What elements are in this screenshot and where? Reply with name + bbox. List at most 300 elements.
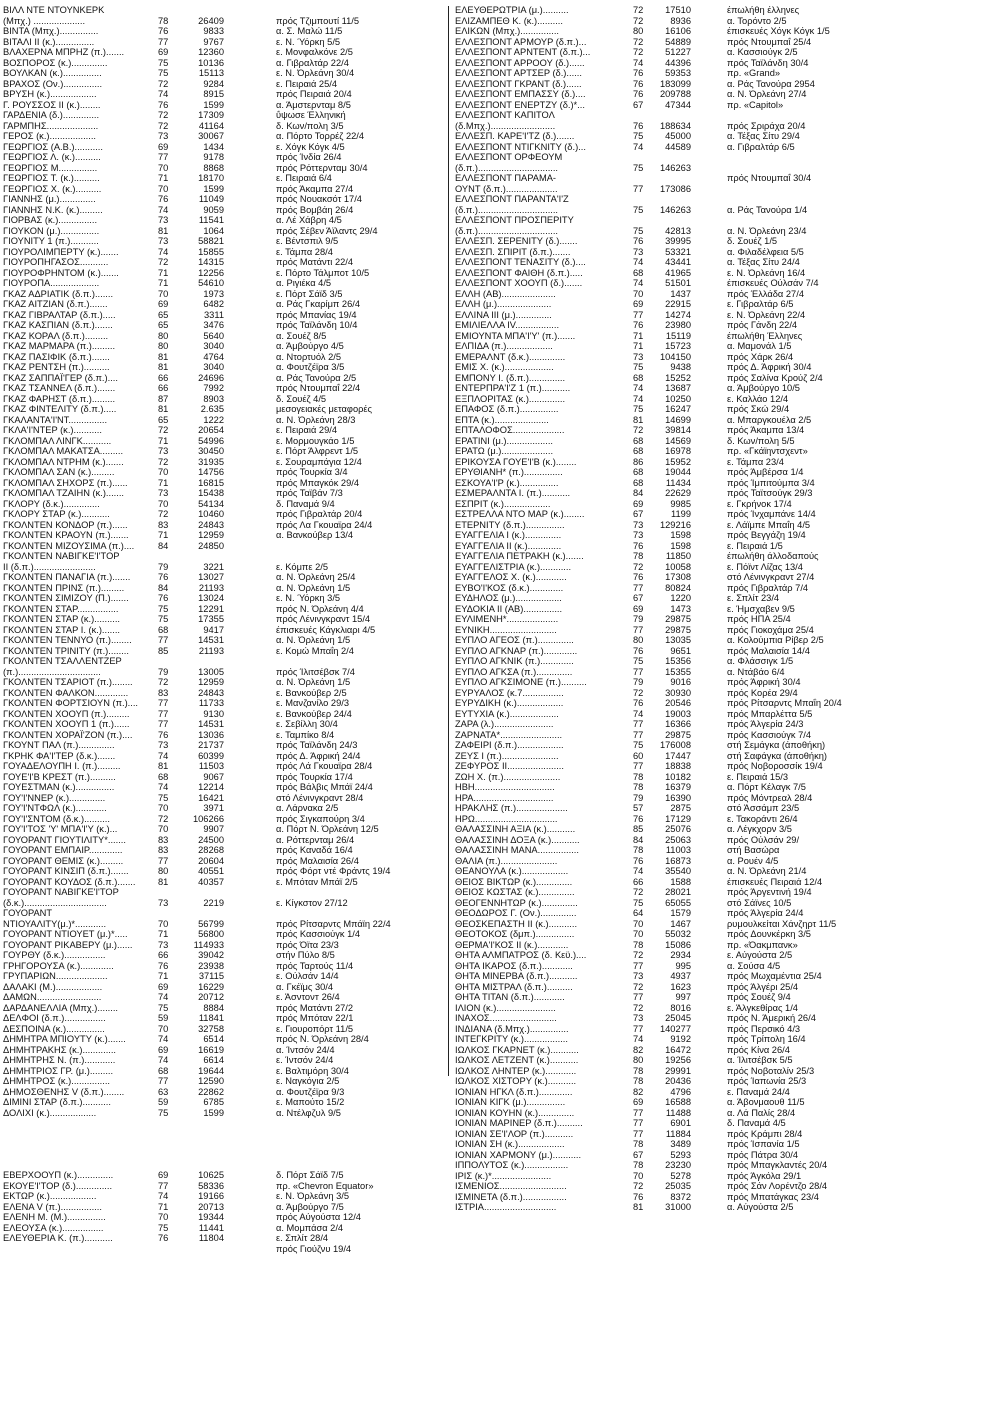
build-year: 70 <box>158 918 169 929</box>
tonnage: 9130 <box>203 708 224 719</box>
position-note: πρός Γάνδη 22/4 <box>727 320 798 330</box>
position-note: ε. Σεβίλλη 30/4 <box>276 719 338 729</box>
ship-row <box>3 814 488 825</box>
tonnage: 40357 <box>198 876 224 887</box>
ship-row <box>455 625 995 636</box>
tonnage: 20713 <box>198 1201 224 1212</box>
tonnage: 15952 <box>665 456 691 467</box>
build-year: 77 <box>633 761 644 771</box>
ship-name: ΕΛΛΗ (ΑΒ)..................... <box>455 288 556 299</box>
position-note: πρός Άλγερία 24/3 <box>727 719 804 729</box>
ship-row <box>455 1171 995 1182</box>
ship-name: ΕΛΛΕΣΠΟΝΤ ΑΡΝΤΕΝΤ (δ.π.)... <box>455 47 591 57</box>
tonnage: 14315 <box>198 257 224 267</box>
ship-name: ΔΕΣΠΟΙΝΑ (κ.)............... <box>3 1023 105 1034</box>
ship-name: ΔΗΜΟΣΘΕΝΗΣ V (δ.π.)........ <box>3 1086 125 1097</box>
build-year: 79 <box>633 614 644 624</box>
tonnage: 9907 <box>203 824 224 834</box>
position-note: πρός Λα Γκουαϊρα 24/4 <box>276 519 373 530</box>
ship-row <box>455 467 995 478</box>
ship-name: ΓΚΛΟΜΠΑΛ ΣΑΝ (κ.)......... <box>3 467 115 477</box>
ship-name: ΓΙΟΥΡΟΠΗΓΑΣΟΣ........... <box>3 257 109 267</box>
ship-row <box>455 761 995 772</box>
position-note: πρός Ντουμπαΐ 25/4 <box>727 36 812 47</box>
tonnage: 58821 <box>198 236 224 246</box>
build-year: 77 <box>633 582 644 593</box>
ship-name: ΓΕΩΡΓΙΟΣ Λ. (κ.).......... <box>3 152 101 162</box>
tonnage: 9059 <box>203 204 224 215</box>
position-note: ε. Σπλίτ 23/4 <box>727 593 780 603</box>
build-year: 76 <box>158 99 169 110</box>
position-note: πρός Άλγέρι 25/4 <box>727 981 799 992</box>
position-note: α. Τέξας Σίτυ 29/4 <box>727 131 800 141</box>
position-note: πρός Σαλίνα Κρούζ 2/4 <box>727 372 823 383</box>
build-year: 72 <box>633 1181 644 1191</box>
tonnage: 19344 <box>198 1212 224 1222</box>
build-year: 72 <box>633 950 644 960</box>
position-note: στό Άσσάμπ 23/5 <box>727 803 800 813</box>
ship-name: ΔΗΜΗΤΡΟΣ (κ.)............... <box>3 1076 110 1086</box>
ship-row <box>3 856 488 867</box>
ship-name: ΕΥΑΓΓΕΛΙΑ ΠΕΤΡΑΚΗ (κ.)....... <box>455 551 584 561</box>
position-note: πρός Δ. Άφρική 30/4 <box>727 362 812 372</box>
tonnage: 16106 <box>665 26 691 36</box>
ship-row <box>3 1024 488 1035</box>
ship-name: ΓΙΑΝΝΗΣ (μ.).............. <box>3 194 96 204</box>
build-year: 79 <box>158 561 169 572</box>
ship-name: ΓΚΛΟΜΠΑΛ ΝΤΡΗΜ (κ.)....... <box>3 456 124 467</box>
build-year: 68 <box>158 624 169 635</box>
tonnage: 21193 <box>198 582 224 593</box>
position-note: πρός Μωχαμέντια 25/4 <box>727 971 822 981</box>
build-year: 69 <box>158 141 169 152</box>
ship-row <box>455 992 995 1003</box>
tonnage: 29875 <box>665 729 691 740</box>
ship-row <box>3 824 488 835</box>
position-note: α. Μαμονάλ 1/5 <box>727 341 792 351</box>
ship-row <box>3 1076 488 1087</box>
ship-row <box>3 299 488 310</box>
build-year: 72 <box>633 36 644 47</box>
ship-row <box>3 782 488 793</box>
ship-row <box>3 184 488 195</box>
tonnage: 29991 <box>665 1065 691 1076</box>
ship-row <box>455 194 995 205</box>
build-year: 74 <box>158 1034 169 1044</box>
ship-name: ΕΡΑΤΙΝΙ (μ.).................. <box>455 435 553 446</box>
ship-row <box>455 572 995 583</box>
ship-row <box>3 236 488 247</box>
ship-name: ΓΚΟΛΝΤΕΝ ΣΤΑΡ Ι. (κ.)....... <box>3 624 121 635</box>
build-year: 72 <box>633 425 644 435</box>
ship-row <box>3 1097 488 1108</box>
build-year: 76 <box>158 572 169 582</box>
build-year: 78 <box>158 15 169 26</box>
position-note: α. Ν. Όρλεάνη 1/5 <box>276 635 351 645</box>
ship-name: ΓΟΥ'Ι'ΝΤΦΩΛ (κ.)............ <box>3 803 107 813</box>
ship-row <box>3 1034 488 1045</box>
position-note: ε. Πόρτο Τάλμποτ 10/5 <box>276 267 370 278</box>
tonnage: 20546 <box>665 698 691 708</box>
build-year: 77 <box>633 1107 644 1118</box>
build-year: 67 <box>633 509 644 519</box>
ship-name: ΓΚΑΖ ΣΑΠΠΑΪ'ΓΕΡ (δ.π.).... <box>3 372 118 383</box>
ship-name: ΖΑΡΑ (λ.)....................... <box>455 719 554 729</box>
position-note: πρός Πάτρα 30/4 <box>727 1149 799 1160</box>
build-year: 71 <box>158 530 169 540</box>
position-note: πρός Μαλαισία 14/4 <box>727 645 810 656</box>
position-note: α. Τέξας Σίτυ 24/4 <box>727 257 800 267</box>
position-note: πρός Νουακσότ 17/4 <box>276 194 362 204</box>
position-note: πρός Ταϊλάνδη 30/4 <box>727 57 809 68</box>
tonnage: 26409 <box>198 15 224 26</box>
tonnage: 28021 <box>665 887 691 897</box>
position-note: πρός Ούλσάν 29/ <box>727 834 800 845</box>
build-year: 76 <box>633 89 644 99</box>
position-note: πρός Άκαμπα 27/4 <box>276 183 354 194</box>
tonnage: 11049 <box>198 194 224 204</box>
build-year: 77 <box>158 36 169 47</box>
build-year: 81 <box>158 404 169 414</box>
tonnage: 22629 <box>665 488 691 498</box>
build-year: 72 <box>158 257 169 267</box>
ship-row <box>3 331 488 342</box>
position-note: α. Λά Παλίς 28/4 <box>727 1107 796 1118</box>
ship-row <box>455 79 995 90</box>
tonnage: 11841 <box>198 1013 224 1023</box>
build-year: 63 <box>158 1086 169 1097</box>
ship-row <box>455 320 995 331</box>
ship-name: ΕΛΕΝΑ V (π.)................ <box>3 1201 102 1212</box>
ship-name: ΕΛΕΥΘΕΡΙΑ Κ. (π.)........... <box>3 1233 113 1243</box>
ship-name: ΙΙ (δ.π.)........................ <box>3 561 96 572</box>
ship-name: ΓΚΛΟΡΥ ΣΤΑΡ (κ.)........... <box>3 509 110 519</box>
ship-row <box>3 142 488 153</box>
tonnage: 146263 <box>659 204 691 215</box>
ship-row <box>3 614 488 625</box>
tonnage: 12590 <box>198 1076 224 1086</box>
ship-name: ΙΛΙΟΝ (κ.)....................... <box>455 1002 556 1013</box>
tonnage: 13035 <box>665 635 691 645</box>
ship-name: ΓΚΟΛΝΤΕΝ ΠΑΝΑΓΙΑ (π.)....... <box>3 572 131 582</box>
position-note: πρός Τζιμπουτί 11/5 <box>276 15 360 26</box>
build-year: 69 <box>633 1097 644 1107</box>
tonnage: 55032 <box>665 929 691 939</box>
tonnage: 23938 <box>198 960 224 971</box>
ship-row <box>455 562 995 573</box>
position-note: πρός Καναδά 16/4 <box>276 845 353 855</box>
ship-name: ΓΚΛΟΜΠΑΛ ΤΖΑΙΗΝ (κ.)....... <box>3 488 124 498</box>
build-year: 75 <box>633 740 644 750</box>
tonnage: 9417 <box>203 624 224 635</box>
ship-name: ΓΟΥ'Ι'ΝΝΕΡ (κ.).............. <box>3 792 106 803</box>
build-year: 77 <box>633 309 644 320</box>
ship-row <box>3 1045 488 1056</box>
ship-name: ΓΚΑΖ ΑΔΡΙΑΤΙΚ (δ.π.)....... <box>3 288 114 299</box>
position-note: α. Μπαργκουέλα 2/5 <box>727 414 812 425</box>
ship-row <box>455 709 995 720</box>
tonnage: 15252 <box>665 372 691 383</box>
tonnage: 19044 <box>665 467 691 477</box>
tonnage: 9767 <box>203 36 224 47</box>
ship-row <box>3 89 488 100</box>
position-note: πρός Μπατάγκας 23/4 <box>727 1191 819 1202</box>
position-note: ε. Βέντσπιλ 9/5 <box>276 236 339 246</box>
position-note: α. Μομπάσα 2/4 <box>276 1222 344 1233</box>
ship-name: ΕΛΛΕΣΠΟΝΤ ΝΤΙΓΚΝΙΤΥ (δ.)... <box>455 141 586 152</box>
tonnage: 16379 <box>665 782 691 792</box>
ship-name: ΕΡΑΤΩ (μ.).................... <box>455 446 554 456</box>
tonnage: 129216 <box>659 519 691 530</box>
ship-row <box>455 89 995 100</box>
build-year: 75 <box>633 362 644 372</box>
tonnage: 25035 <box>665 1181 691 1191</box>
ship-name: ΙΩΛΚΟΣ ΛΗΝΤΕΡ (κ.)............ <box>455 1065 577 1076</box>
position-note: α. Ν. Όρλεάνη 21/4 <box>727 866 807 876</box>
position-note: δ. Πόρτ Σάϊδ 7/5 <box>276 1170 344 1180</box>
ship-row <box>3 961 488 972</box>
build-year: 77 <box>633 624 644 635</box>
tonnage: 5640 <box>203 330 224 341</box>
position-note: α. Ν. Όρλεάνη 28/3 <box>276 414 356 425</box>
ship-name: ΓΚΟΛΝΤΕΝ ΦΑΛΚΟΝ............. <box>3 687 129 698</box>
ship-name: ΓΟΥΟΡΑΝΤ <box>3 908 53 918</box>
ship-name: ΕΣΜΕΡΑΛΝΤΑ Ι. (π.)........... <box>455 488 571 498</box>
position-note: έπισκευές Πειραιά 12/4 <box>727 876 823 887</box>
tonnage: 16229 <box>198 981 224 992</box>
build-year: 75 <box>158 1107 169 1118</box>
ship-name: ΔΑΜΩΝ......................... <box>3 992 102 1002</box>
build-year: 71 <box>158 1201 169 1212</box>
position-note: ε. Κομώ Μπαΐη 2/4 <box>276 645 354 656</box>
position-note: α. Ράς Τανούρα 1/4 <box>727 204 808 215</box>
ship-name: ΓΙΑΝΝΗΣ Ν.Κ. (κ.)......... <box>3 204 103 215</box>
ship-row <box>455 131 995 142</box>
ship-row <box>455 16 995 27</box>
position-note: πρός Χάρκ 26/4 <box>727 351 794 362</box>
ship-row <box>455 268 995 279</box>
ship-row <box>455 940 995 951</box>
position-note: ε. Ν. Όρλεάνη 3/5 <box>276 1191 349 1201</box>
build-year: 75 <box>158 603 169 614</box>
build-year: 72 <box>633 15 644 26</box>
ship-name: ΖΕΥΣ Ι (π.)...................... <box>455 750 559 761</box>
tonnage: 9438 <box>670 362 691 372</box>
build-year: 79 <box>633 677 644 687</box>
build-year: 77 <box>633 729 644 740</box>
ship-name: ΕΥΡΥΑΛΟΣ (κ.7................ <box>455 687 564 698</box>
tonnage: 21193 <box>198 645 224 656</box>
build-year: 78 <box>633 782 644 792</box>
ship-row <box>455 163 995 174</box>
build-year: 84 <box>158 540 169 551</box>
ship-name: ΒΙΤΑΛΙ ΙΙ (κ.)............... <box>3 36 95 47</box>
build-year: 74 <box>633 278 644 288</box>
ship-name: ΓΚΑΖ ΦΙΝΤΕΛΙΤΥ (δ.π.)..... <box>3 404 117 414</box>
build-year: 80 <box>158 330 169 341</box>
build-year: 73 <box>158 446 169 456</box>
build-year: 71 <box>633 341 644 351</box>
ship-row <box>3 761 488 772</box>
ship-name: ΔΑΡΔΑΝΕΛΛΙΑ (Μπχ.)........ <box>3 1002 118 1013</box>
ship-name: ΓΚΟΛΝΤΕΝ ΧΟΟΥΠ 1 (π.)...... <box>3 719 130 729</box>
build-year: 77 <box>158 635 169 645</box>
position-note: πρός Άλγερία 24/4 <box>727 908 804 918</box>
position-note: α. Λάρνακα 2/5 <box>276 803 339 813</box>
ship-row <box>3 289 488 300</box>
tonnage: 54889 <box>665 36 691 47</box>
ship-row <box>455 667 995 678</box>
ship-name: ΓΚΟΛΝΤΕΝ ΣΤΑΡ................ <box>3 603 119 614</box>
ship-row <box>455 793 995 804</box>
build-year: 59 <box>158 1013 169 1023</box>
tonnage: 14531 <box>198 635 224 645</box>
build-year: 57 <box>633 803 644 813</box>
build-year: 69 <box>633 299 644 309</box>
tonnage: 1623 <box>670 981 691 992</box>
ship-row <box>455 961 995 972</box>
ship-row <box>455 1118 995 1129</box>
tonnage: 1973 <box>203 288 224 299</box>
ship-row <box>3 131 488 142</box>
build-year: 77 <box>158 855 169 866</box>
position-note: ε. Πειραιά 25/4 <box>276 78 338 89</box>
tonnage: 5278 <box>670 1170 691 1181</box>
position-note: ε. Μονφαλκόνε 2/5 <box>276 47 353 57</box>
position-note: πρ. «Grand» <box>727 68 781 78</box>
ship-name: ΓΟΥΟΡΑΝΤ ΝΤΙΟΥΕΤ (μ.)*..... <box>3 929 128 939</box>
ship-row <box>455 541 995 552</box>
ship-name: ΘΗΤΑ ΜΙΝΕΡΒΑ (δ.π.)........... <box>455 971 578 981</box>
ship-row <box>455 887 995 898</box>
position-note: πρός Δουνκέρκη 3/5 <box>727 929 811 939</box>
ship-name: ΕΥΠΛΟ ΑΓΚΣΙΜΟΝΕ (π.).......... <box>455 677 587 687</box>
position-note: δ. Παναμά 9/4 <box>276 498 335 509</box>
position-note: πρός Μόντρεαλ 28/4 <box>727 792 813 803</box>
position-note: πρός Κορέα 29/4 <box>727 687 798 698</box>
position-note: πρός Αύγούστα 12/4 <box>276 1212 361 1222</box>
tonnage: 31000 <box>665 1202 691 1212</box>
build-year: 81 <box>158 761 169 771</box>
tonnage: 15438 <box>198 488 224 498</box>
ship-name: ΕΛΛΕΣΠΟΝΤ ΑΡΜΟΥΡ (δ.π.)... <box>455 36 587 47</box>
position-note: στή Βασώρα <box>727 845 780 855</box>
position-note: πρός Άγκόλα 29/1 <box>727 1170 802 1181</box>
ship-row <box>455 488 995 499</box>
ship-name: ΘΗΤΑ ΜΙΣΤΡΑΛ (δ.π.).......... <box>455 981 573 992</box>
ship-name: ΓΚΟΛΝΤΕΝ ΜΙΖΟΥΣΙΜΑ (π.).... <box>3 540 135 551</box>
ship-row <box>3 1223 488 1234</box>
position-note: α. Ν. Όρλεάνη 27/4 <box>727 89 807 99</box>
ship-row <box>3 226 488 237</box>
tonnage: 31935 <box>198 456 224 467</box>
ship-row <box>3 929 488 940</box>
ship-name: ΘΕΙΟΣ ΒΙΚΤΩΡ (κ.).............. <box>455 876 573 887</box>
ship-name: ΕΜΠΟΝΥ Ι. (δ.π.).............. <box>455 372 566 383</box>
ship-row <box>3 772 488 783</box>
ship-row <box>455 394 995 405</box>
ship-row <box>455 950 995 961</box>
build-year: 76 <box>633 320 644 330</box>
tonnage: 54996 <box>198 435 224 446</box>
ship-name: ΕΥΠΛΟ ΑΓΚΝΑΡ (π.)............. <box>455 645 578 656</box>
ship-row <box>3 415 488 426</box>
ship-name: ΓΚΟΛΝΤΕΝ ΧΟΡΑΪ'ΖΟΝ (π.).... <box>3 729 133 740</box>
ship-name: ΓΟΥ'Ι'ΤΟΣ 'Υ' ΜΠΑ'Ι'Υ (κ.)... <box>3 824 118 834</box>
position-note: ε. Ν. Ύόρκη 3/5 <box>276 593 341 603</box>
ship-name: ΓΟΥΟΡΑΝΤ ΝΑΒΙΓΚΕ'Ι'ΤΟΡ <box>3 887 119 897</box>
build-year: 66 <box>158 950 169 960</box>
tonnage: 3489 <box>670 1139 691 1149</box>
ship-name: ΕΜΙΛΙΕΛΛΑ ΙV................. <box>455 320 560 330</box>
position-note: α. Ριγιέκα 4/5 <box>276 278 332 288</box>
ship-row <box>455 677 995 688</box>
ship-name: ΘΕΡΜΑ'Ι'ΚΟΣ ΙΙ (κ.)............ <box>455 939 569 950</box>
ship-name: ΕΛΛΕΣΠΟΝΤ ΧΟΟΥΠ (δ.)....... <box>455 278 583 288</box>
tonnage: 53321 <box>665 246 691 257</box>
ship-row <box>455 740 995 751</box>
ship-name: ΙΠΠΟΛΥΤΟΣ (κ.)................. <box>455 1160 569 1170</box>
build-year: 75 <box>633 656 644 666</box>
ship-row <box>3 37 488 48</box>
tonnage: 15855 <box>198 246 224 257</box>
position-note: πρός Ίνχαμπάνε 14/4 <box>727 509 816 519</box>
position-note: πρός Ίσπανία 1/5 <box>727 1139 800 1149</box>
tonnage: 11733 <box>198 698 224 708</box>
ship-row <box>455 173 995 184</box>
ship-row <box>3 688 488 699</box>
tonnage: 41965 <box>665 267 691 278</box>
ship-row <box>455 1181 995 1192</box>
ship-name: ΒΙΝΤΑ (Μπχ.)............... <box>3 26 99 36</box>
ship-name: (δ.π.)............................... <box>455 162 559 173</box>
build-year: 74 <box>633 1034 644 1044</box>
position-note: α. Πόρτ Κέλαγκ 7/5 <box>727 782 806 792</box>
position-note: α. Γιβραλτάρ 22/4 <box>276 57 349 68</box>
tonnage: 146263 <box>659 162 691 173</box>
ship-row <box>3 478 488 489</box>
ship-name: ΓΟΥ'Ι'ΣΝΤΟΜ (δ.κ.).......... <box>3 813 110 824</box>
position-note: έπισκευές Κάγκλιαρι 4/5 <box>276 624 376 635</box>
tonnage: 3311 <box>204 309 224 320</box>
tonnage: 39995 <box>665 236 691 246</box>
position-note: α. Ρουέν 4/5 <box>727 855 779 866</box>
position-note: ε. Γιουροπόρτ 11/5 <box>276 1023 354 1034</box>
ship-name: ΙΝΑΧΟΣ.......................... <box>455 1013 557 1023</box>
position-note: α. Ράς Τανούρα 2/5 <box>276 372 357 383</box>
ship-name: ΓΕΩΡΓΙΟΣ Χ. (κ.).......... <box>3 183 102 194</box>
position-note: α. Ν. Όρλεάνη 1/5 <box>276 677 351 687</box>
ship-row <box>455 425 995 436</box>
ship-row <box>455 1202 995 1213</box>
ship-row <box>455 898 995 909</box>
build-year: 70 <box>633 1170 644 1181</box>
build-year: 75 <box>158 792 169 803</box>
position-note: πρός Κασσιούγκ 7/4 <box>727 729 811 740</box>
ship-name: ΕΛΛΙΝΑ ΙΙΙ (μ.).............. <box>455 309 552 320</box>
position-note: α. Άμβούργο 7/5 <box>276 1201 344 1212</box>
build-year: 82 <box>633 1044 644 1055</box>
tonnage: 1434 <box>203 141 224 152</box>
ship-name: ΓΑΡΜΠΗΣ.................... <box>3 120 99 131</box>
position-note: ε. Μαπούτο 15/2 <box>276 1097 345 1107</box>
build-year: 75 <box>158 1002 169 1013</box>
ship-name: ΓΟΥΟΡΑΝΤ ΕΜΠΑΙΡ............. <box>3 845 123 855</box>
ship-row <box>455 110 995 121</box>
tonnage: 19644 <box>198 1065 224 1076</box>
position-note: α. Σουέζ 8/5 <box>276 330 327 341</box>
build-year: 87 <box>158 393 169 404</box>
